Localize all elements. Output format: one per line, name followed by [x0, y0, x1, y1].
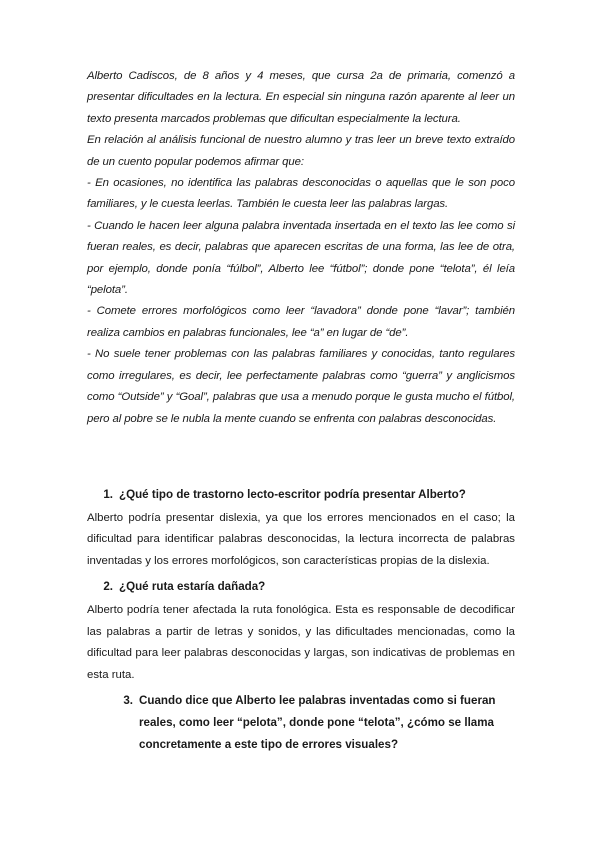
- question-3: [87, 690, 515, 755]
- case-paragraph: Alberto Cadiscos, de 8 años y 4 meses, que cursa 2a de primaria, comenzó a presentar dificultades en la lectura. En especial sin ninguna razón aparente al leer un texto presenta marcados problemas que dificultan especialmente la lectura.: [87, 70, 515, 125]
- case-bullet: - Comete errores morfológicos como leer “lavadora” donde pone “lavar”; también realiza cambios en palabras funcionales, lee “a” en lugar de “de”.: [87, 305, 515, 339]
- case-bullet: - Cuando le hacen leer alguna palabra inventada insertada en el texto las lee como si fueran reales, es decir, palabras que aparecen escritas de una forma, las lee de otra, por ejemplo, donde ponía “fúlbol”, Alberto lee “fútbol”; donde pone “telota”, él leía “pelota”.: [87, 219, 515, 297]
- question-text: ¿Qué ruta estaría dañada?: [119, 580, 266, 594]
- question-number: 2.: [103, 580, 113, 594]
- questions-section: [87, 484, 515, 759]
- question-number: 3.: [123, 694, 133, 708]
- question-text: ¿Qué tipo de trastorno lecto-escritor podría presentar Alberto?: [119, 488, 466, 501]
- case-paragraph: En relación al análisis funcional de nuestro alumno y tras leer un breve texto extraído de un cuento popular podemos afirmar que:: [87, 134, 515, 168]
- answer-1: Alberto podría presentar dislexia, ya que los errores mencionados en el caso; la dificultad para identificar palabras desconocidas, la lectura incorrecta de palabras inventadas y los errores morfológicos, son características propias de la dislexia.: [87, 511, 515, 567]
- question-1: [87, 484, 515, 506]
- answer-2: Alberto podría tener afectada la ruta fonológica. Esta es responsable de decodificar las palabras a partir de letras y sonidos, y las dificultades mencionadas, como la dificultad para leer palabras desconocidas y largas, son indicativas de problemas en esta ruta.: [87, 603, 515, 681]
- question-text: Cuando dice que Alberto lee palabras inventadas como si fueran reales, como leer “pelota”, donde pone “telota”, ¿cómo se llama concretamente a este tipo de errores visuales?: [139, 694, 496, 751]
- case-bullet: - No suele tener problemas con las palabras familiares y conocidas, tanto regulares como irregulares, es decir, lee perfectamente palabras como “guerra” y anglicismos como “Outside” y “Goal”, palabras que usa a menudo porque le gusta mucho el fútbol, pero al pobre se le nubla la mente cuando se enfrenta con palabras desconocidas.: [87, 348, 515, 425]
- case-description: [87, 66, 515, 430]
- question-number: 1.: [103, 488, 113, 501]
- question-2: [87, 576, 515, 598]
- case-bullet: - En ocasiones, no identifica las palabras desconocidas o aquellas que le son poco familiares, y le cuesta leerlas. También le cuesta leer las palabras largas.: [87, 177, 515, 211]
